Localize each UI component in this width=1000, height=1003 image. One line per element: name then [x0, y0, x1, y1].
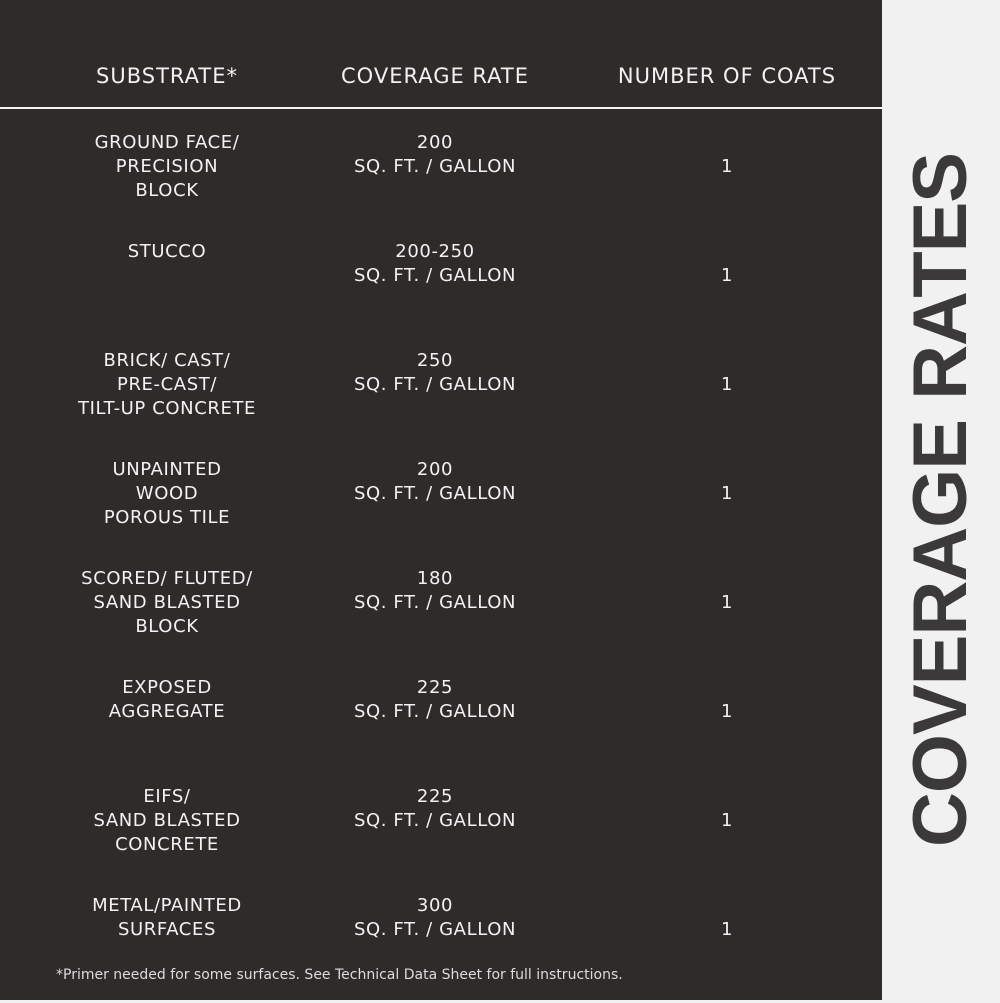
substrate-line: SAND BLASTED: [93, 592, 241, 613]
substrate-cell: [52, 131, 282, 203]
coverage-rate-cell: [320, 131, 550, 179]
coverage-rate-cell: [320, 785, 550, 833]
coats-value: 1: [720, 810, 734, 831]
substrate-cell: [52, 567, 282, 639]
substrate-line: BLOCK: [135, 616, 199, 637]
coverage-rate-unit: SQ. FT. / GALLON: [353, 919, 517, 940]
coverage-rate-unit: SQ. FT. / GALLON: [353, 592, 517, 613]
coats-value: 1: [720, 483, 734, 504]
coverage-rate-cell: [320, 567, 550, 615]
table-row: [0, 894, 882, 1003]
header-divider: [0, 107, 900, 109]
coverage-rate-unit: SQ. FT. / GALLON: [353, 265, 517, 286]
table-row: [0, 240, 882, 349]
substrate-line: BLOCK: [135, 180, 199, 201]
substrate-line: UNPAINTED: [112, 459, 222, 480]
table-row: [0, 458, 882, 567]
coverage-rate-value: 225: [416, 786, 454, 807]
coverage-rate-unit: SQ. FT. / GALLON: [353, 483, 517, 504]
substrate-line: SAND BLASTED: [93, 810, 241, 831]
substrate-line: POROUS TILE: [103, 507, 231, 528]
coverage-rate-value: 200-250: [395, 241, 475, 262]
substrate-cell: [52, 458, 282, 530]
substrate-cell: [52, 894, 282, 942]
coverage-rate-value: 200: [416, 459, 454, 480]
substrate-line: CONCRETE: [115, 834, 219, 855]
coverage-rate-unit: SQ. FT. / GALLON: [353, 374, 517, 395]
coverage-rate-unit: SQ. FT. / GALLON: [353, 156, 517, 177]
table-row: [0, 785, 882, 894]
coats-value: 1: [720, 919, 734, 940]
coats-value: 1: [720, 374, 734, 395]
coverage-rate-cell: [320, 240, 550, 288]
substrate-line: GROUND FACE/: [94, 132, 240, 153]
coverage-rate-unit: SQ. FT. / GALLON: [353, 701, 517, 722]
coverage-rate-value: 180: [416, 568, 454, 589]
substrate-cell: [52, 676, 282, 724]
header-number-of-coats: NUMBER OF COATS: [617, 64, 837, 88]
substrate-line: STUCCO: [127, 241, 207, 262]
table-header: [0, 64, 882, 94]
substrate-cell: [52, 349, 282, 421]
footnote: *Primer needed for some surfaces. See Technical Data Sheet for full instructions.: [56, 967, 623, 983]
coverage-rate-value: 200: [416, 132, 454, 153]
coats-value: 1: [720, 592, 734, 613]
table-body: [0, 131, 882, 1003]
coverage-rate-cell: [320, 458, 550, 506]
substrate-line: SCORED/ FLUTED/: [81, 568, 253, 589]
coverage-rate-cell: [320, 676, 550, 724]
coats-value: 1: [720, 701, 734, 722]
coverage-rate-cell: [320, 894, 550, 942]
substrate-line: WOOD: [135, 483, 199, 504]
coverage-rate-value: 225: [416, 677, 454, 698]
substrate-line: AGGREGATE: [108, 701, 226, 722]
substrate-line: EXPOSED: [122, 677, 212, 698]
substrate-line: PRECISION: [115, 156, 219, 177]
substrate-line: TILT-UP CONCRETE: [77, 398, 257, 419]
substrate-cell: [52, 240, 282, 264]
coats-value: 1: [720, 265, 734, 286]
substrate-line: SURFACES: [118, 919, 216, 940]
substrate-cell: [52, 785, 282, 857]
coverage-rate-cell: [320, 349, 550, 397]
table-row: [0, 349, 882, 458]
substrate-line: BRICK/ CAST/: [103, 350, 231, 371]
coats-value: 1: [720, 156, 734, 177]
substrate-line: EIFS/: [143, 786, 191, 807]
header-coverage-rate: COVERAGE RATE: [341, 64, 529, 88]
side-title: COVERAGE RATES: [898, 152, 983, 848]
table-row: [0, 567, 882, 676]
table-row: [0, 131, 882, 240]
table-row: [0, 676, 882, 785]
coverage-rate-unit: SQ. FT. / GALLON: [353, 810, 517, 831]
coverage-rate-value: 300: [416, 895, 454, 916]
coverage-rate-value: 250: [416, 350, 454, 371]
header-substrate: SUBSTRATE*: [96, 64, 238, 88]
substrate-line: METAL/PAINTED: [92, 895, 242, 916]
substrate-line: PRE-CAST/: [117, 374, 217, 395]
